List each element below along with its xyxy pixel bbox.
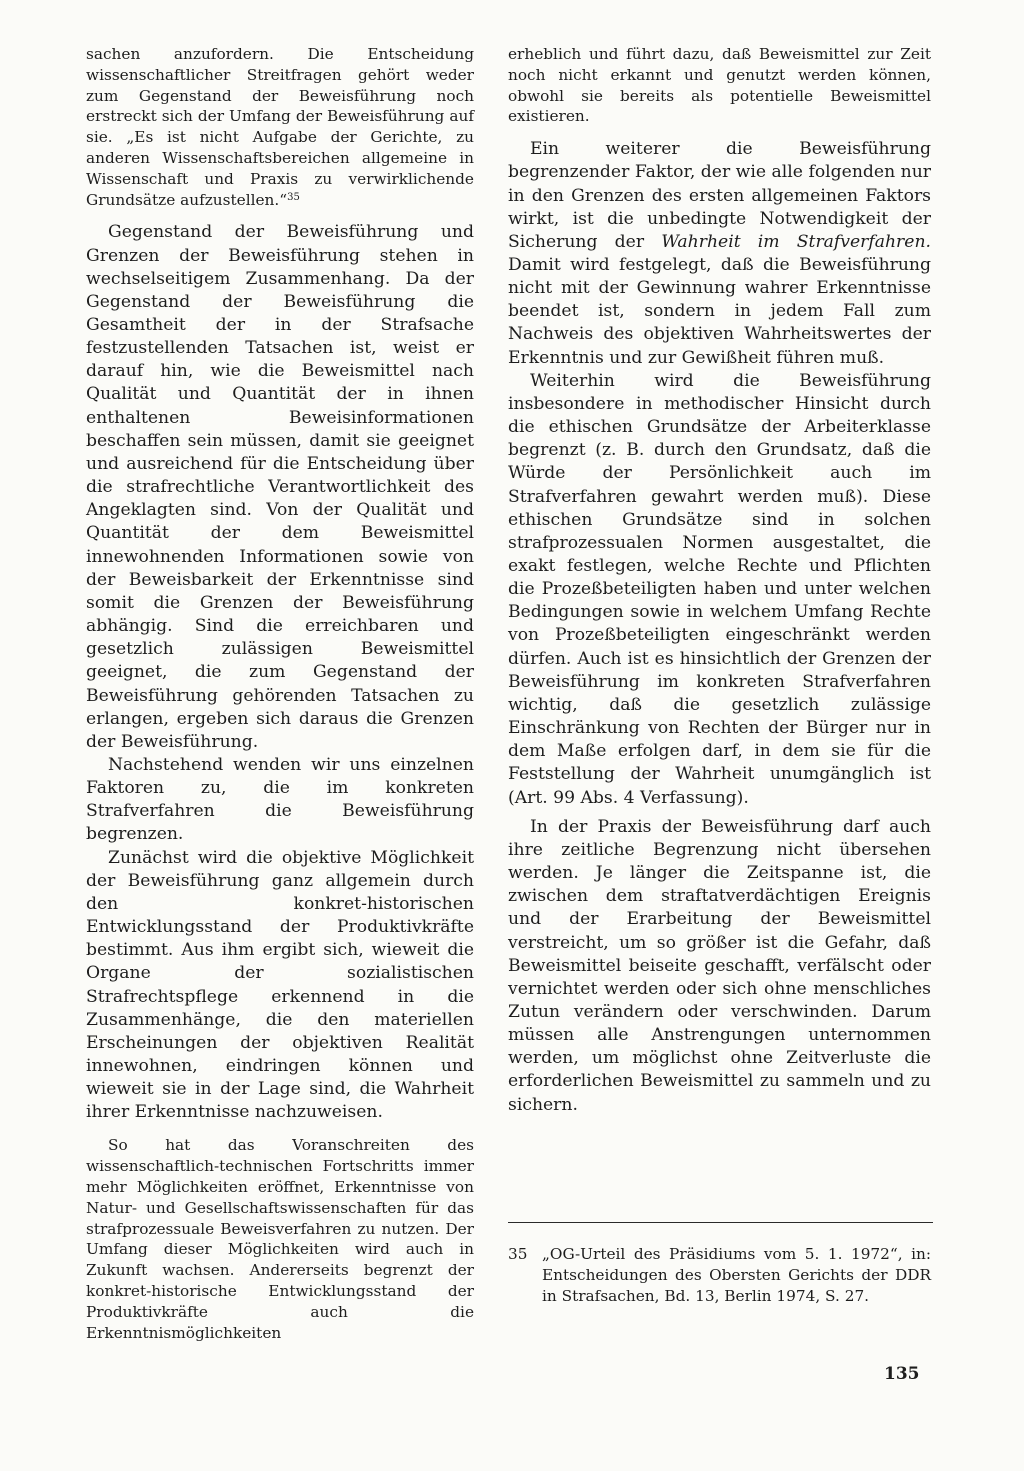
paragraph [86, 44, 474, 210]
right-column [508, 44, 931, 1117]
paragraph: Gegenstand der Beweisführung und Grenzen der Beweisführung stehen in wechselseitigem Zusammenhang. Da der Gegenstand der Beweisführung die Gesamtheit der in der Strafsache festzustellenden Tatsachen ist, weist er darauf hin, wie die Beweismittel nach Qualität und Quantität der in ihnen enthaltenen Beweisinformationen beschaffen sein müssen, damit sie geeignet und ausreichend für die Entscheidung über die strafrechtliche Verantwortlichkeit des Angeklagten sind. Von der Qualität und Quantität der dem Beweismittel innewohnenden Informationen sowie von der Beweisbarkeit der Erkenntnisse sind somit die Grenzen der Beweisführung abhängig. Sind die erreichbaren und gesetzlich zulässigen Beweismittel geeignet, die zum Gegenstand der Beweisführung gehörenden Tatsachen zu erlangen, ergeben sich daraus die Grenzen der Beweisführung. [86, 222, 474, 752]
paragraph: erheblich und führt dazu, daß Beweismittel zur Zeit noch nicht erkannt und genutzt werden können, obwohl sie bereits als potentielle Beweismittel existieren. [508, 45, 931, 126]
footnote-reference: 35 [287, 191, 300, 203]
paragraph: Nachstehend wenden wir uns einzelnen Faktoren zu, die im konkreten Strafverfahren die Beweisführung begrenzen. [86, 754, 474, 845]
paragraph: So hat das Voranschreiten des wissenschaftlich-technischen Fortschritts immer mehr Möglichkeiten eröffnet, Erkenntnisse von Natur- und Gesellschaftswissenschaften für das strafprozessuale Beweisverfahren zu nutzen. Der Umfang dieser Möglichkeiten wird auch in Zukunft wachsen. Andererseits begrenzt der konkret-historische Entwicklungsstand der Produktivkräfte auch die Erkenntnismöglichkeiten [86, 1136, 474, 1342]
footnote-divider [508, 1222, 933, 1223]
footnote-number: 35 [508, 1245, 528, 1263]
paragraph [508, 138, 931, 370]
paragraph-text: sachen anzufordern. Die Entscheidung wissenschaftlicher Streitfragen gehört weder zum Gegenstand der Beweisführung noch erstreckt sich der Umfang der Beweisführung auf sie. „Es ist nicht Aufgabe der Gerichte, zu anderen Wissenschaftsbereichen allgemeine in Wissenschaft und Praxis zu verwirklichende Grundsätze aufzustellen.“ [86, 45, 474, 209]
paragraph: Zunächst wird die objektive Möglichkeit der Beweisführung ganz allgemein durch den konkret-historischen Entwicklungsstand der Produktivkräfte bestimmt. Aus ihm ergibt sich, wieweit die Organe der sozialistischen Strafrechtspflege erkennend in die Zusammenhänge, die den materiellen Erscheinungen der objektiven Realität innewohnen, eindringen können und wieweit sie in der Lage sind, die Wahrheit ihrer Erkenntnisse nachzuweisen. [86, 847, 474, 1123]
paragraph: Weiterhin wird die Beweisführung insbesondere in methodischer Hinsicht durch die ethischen Grundsätze der Arbeiterklasse begrenzt (z. B. durch den Grundsatz, daß die Würde der Persönlichkeit auch im Strafverfahren gewahrt werden muß). Diese ethischen Grundsätze sind in solchen strafprozessualen Normen ausgestaltet, die exakt festlegen, welche Rechte und Pflichten die Prozeßbeteiligten haben und unter welchen Bedingungen sowie in welchem Umfang Rechte von Prozeßbeteiligten eingeschränkt werden dürfen. Auch ist es hinsichtlich der Grenzen der Beweisführung im konkreten Strafverfahren wichtig, daß die gesetzlich zulässige Einschränkung von Rechten der Bürger nur in dem Maße erfolgen darf, in dem sie für die Feststellung der Wahrheit unumgänglich ist (Art. 99 Abs. 4 Verfassung). [508, 370, 931, 808]
paragraph-text: Damit wird festgelegt, daß die Beweisführung nicht mit der Gewinnung wahrer Erkenntnisse beendet ist, sondern in jedem Fall zum Nachweis des objektiven Wahrheitswertes der Erkenntnis und zur Gewißheit führen muß. [508, 254, 931, 368]
paragraph-text: Ein weiterer die Beweisführung begrenzender Faktor, der wie alle folgenden nur in den Grenzen des ersten allgemeinen Faktors wirkt, ist die unbedingte Notwendigkeit der Sicherung der [508, 139, 931, 252]
left-column [86, 44, 474, 1343]
page-number: 135 [884, 1364, 920, 1384]
emphasized-text: Wahrheit im Strafverfahren. [661, 231, 931, 252]
footnote [508, 1244, 931, 1306]
footnote-text: „OG-Urteil des Präsidiums vom 5. 1. 1972“, in: Entscheidungen des Obersten Gerichts der DDR in Strafsachen, Bd. 13, Berlin 1974, S. 27. [542, 1245, 931, 1305]
paragraph: In der Praxis der Beweisführung darf auch ihre zeitliche Begrenzung nicht übersehen werden. Je länger die Zeitspanne ist, die zwischen dem straftatverdächtigen Ereignis und der Erarbeitung der Beweismittel verstreicht, um so größer ist die Gefahr, daß Beweismittel beiseite geschafft, verfälscht oder vernichtet werden oder sich ohne menschliches Zutun verändern oder verschwinden. Darum müssen alle Anstrengungen unternommen werden, um möglichst ohne Zeitverluste die erforderlichen Beweismittel zu sammeln und zu sichern. [508, 816, 931, 1115]
